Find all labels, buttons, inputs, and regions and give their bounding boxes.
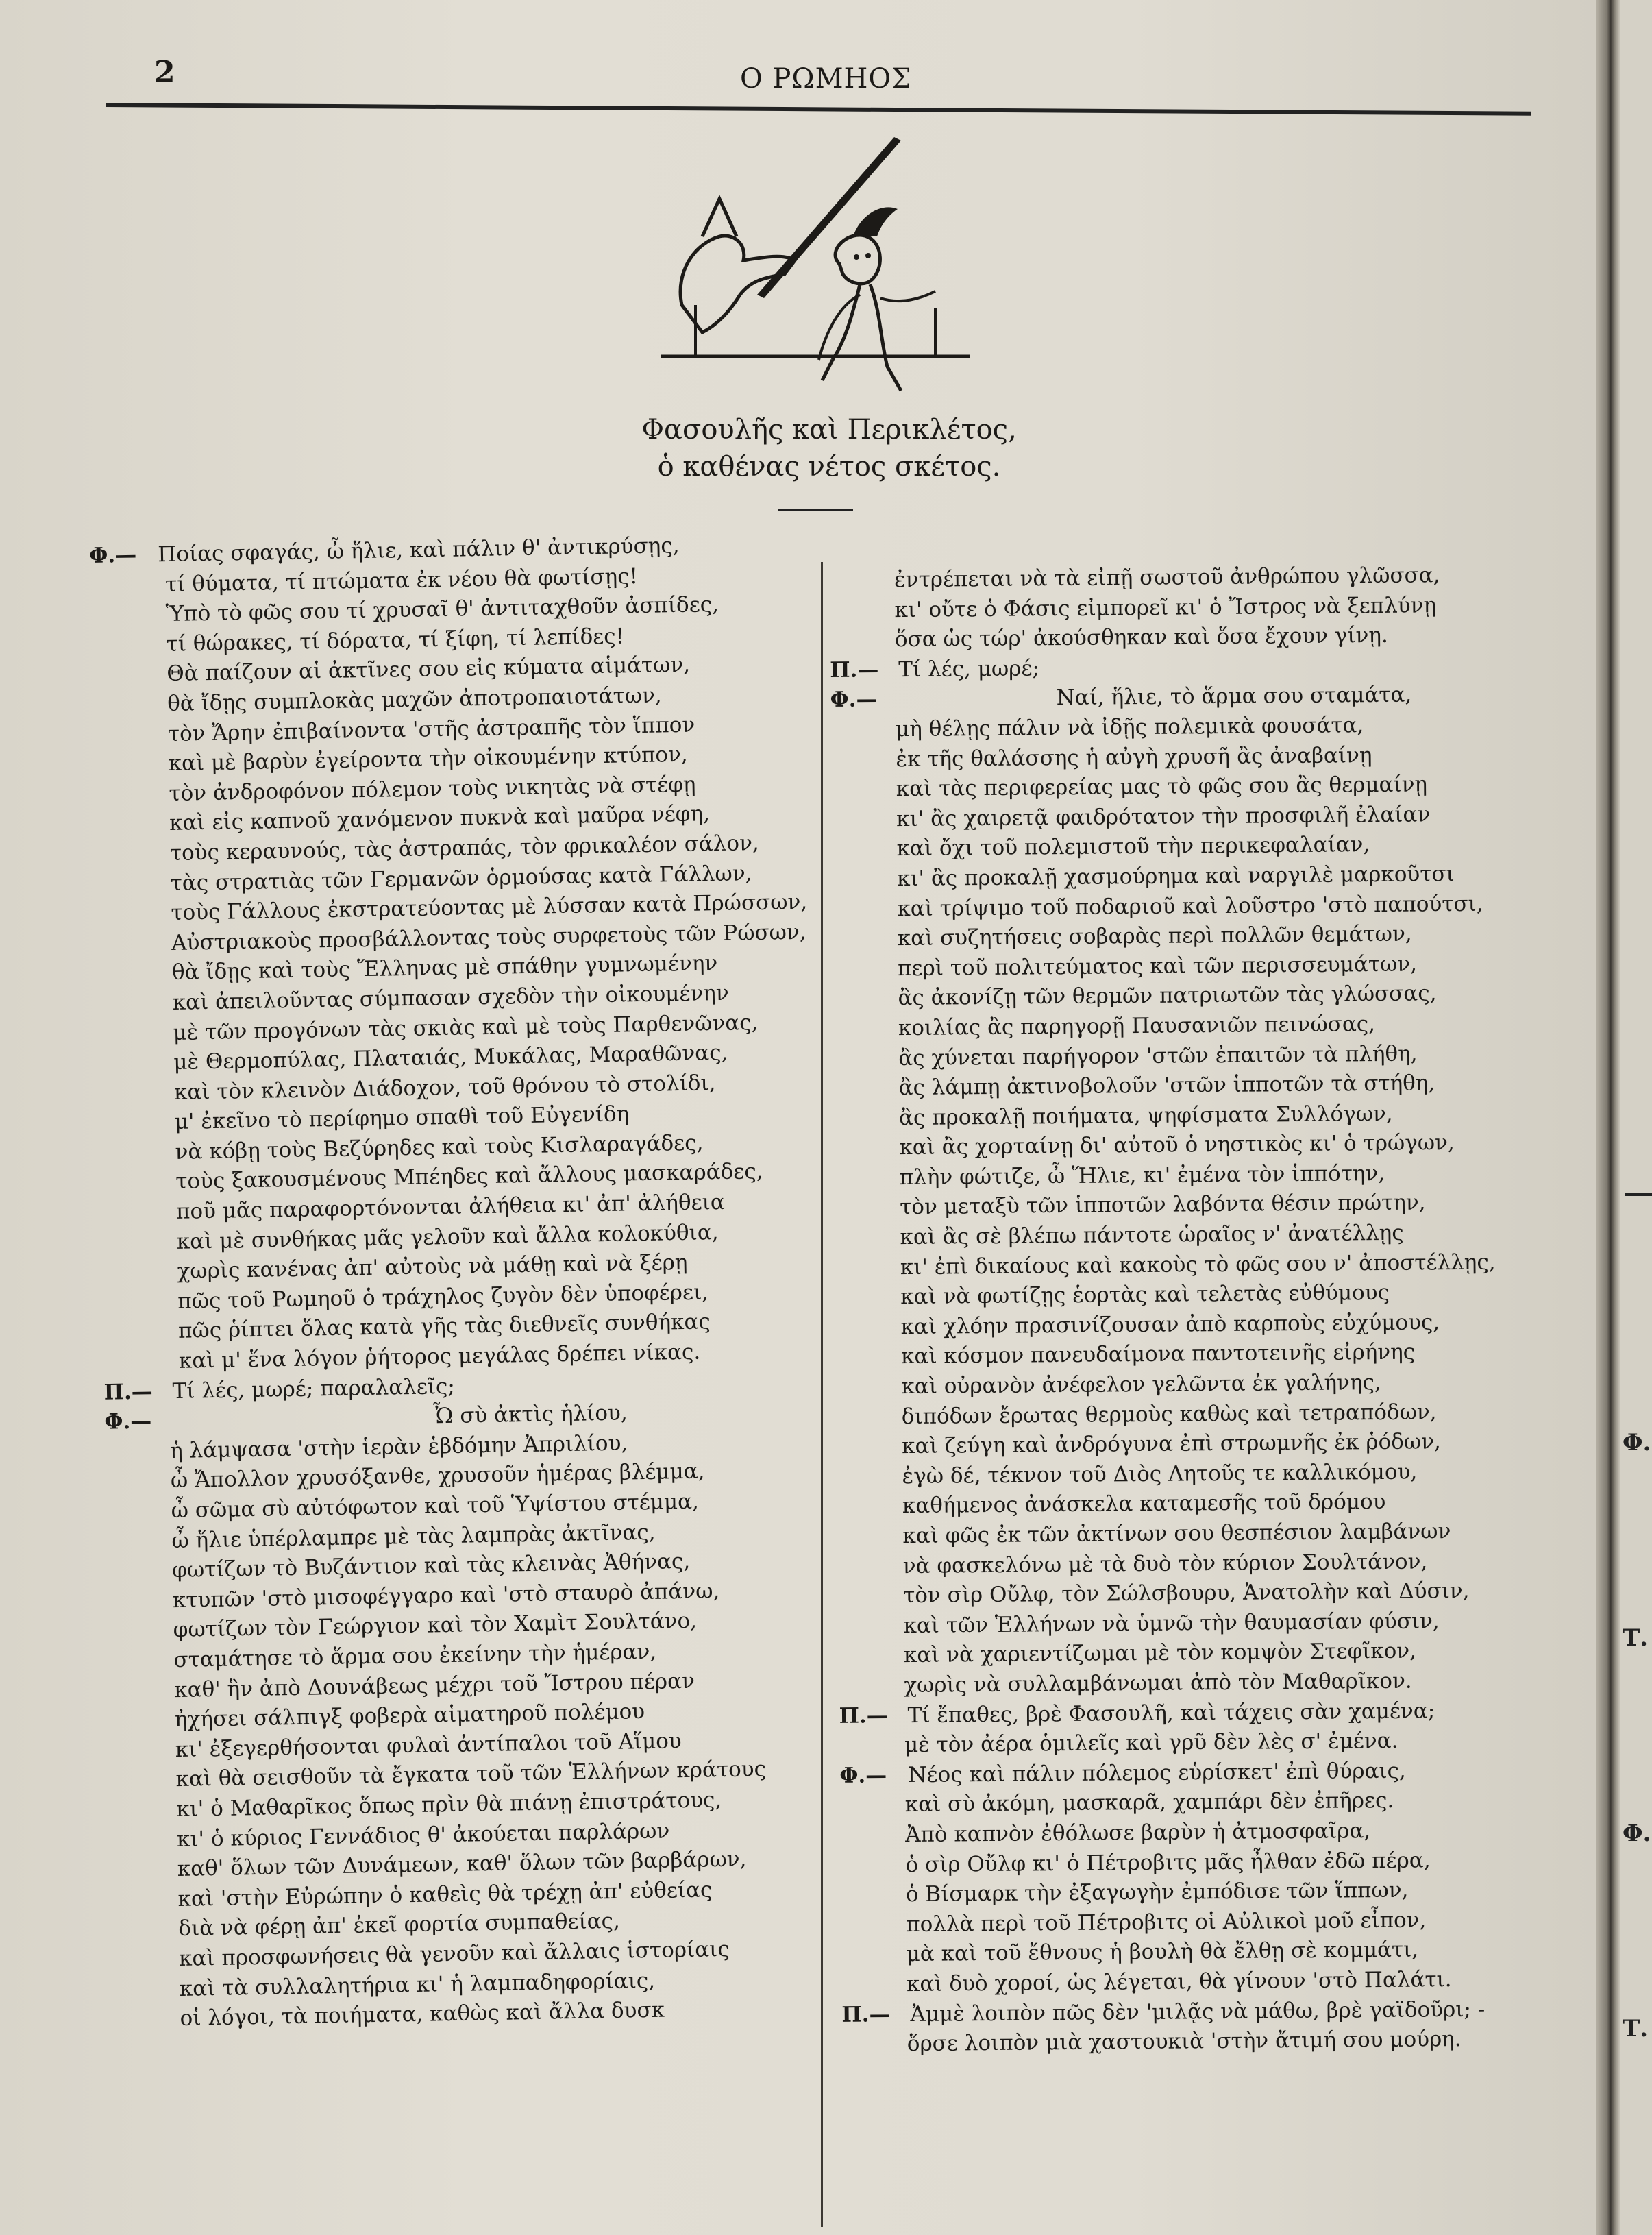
- page-number: 2: [154, 55, 175, 90]
- verse-text: μὰ καὶ τοῦ ἔθνους ἡ βουλὴ θὰ ἔλθῃ σὲ κομμάτι,: [906, 1937, 1419, 1967]
- line-gap: [899, 705, 1057, 706]
- verse-text: μ' ἐκεῖνο τὸ περίφημο σπαθὶ τοῦ Εὐγενίδη: [174, 1101, 630, 1135]
- verse-text: Ποίας σφαγάς, ὦ ἥλιε, καὶ πάλιν θ' ἀντικρύσῃς,: [158, 533, 680, 567]
- verse-text: καὶ ὄχι τοῦ πολεμιστοῦ τὴν περικεφαλαίαν,: [896, 832, 1370, 862]
- edge-letter: Τ.: [1623, 1624, 1649, 1652]
- verse-text: ἂς χύνεται παρήγορον 'στῶν ἐπαιτῶν τὰ πλήθη,: [898, 1041, 1418, 1071]
- verse-text: πῶς τοῦ Ρωμηοῦ ὁ τράχηλος ζυγὸν δὲν ὑποφέρει,: [177, 1280, 709, 1314]
- verse-text: καὶ κόσμον πανευδαίμονα παντοτεινῆς εἰρήνης: [900, 1340, 1416, 1369]
- verse-text: τὸν ἀνδροφόνον πόλεμον τοὺς νικητὰς νὰ στέφῃ: [169, 772, 696, 806]
- verse-text: ἂς ἀκονίζῃ τῶν θερμῶν πατριωτῶν τὰς γλώσσας,: [898, 981, 1437, 1011]
- verse-text: κτυπῶν 'στὸ μισοφέγγαρο καὶ 'στὸ σταυρὸ ἀπάνω,: [172, 1578, 720, 1613]
- verse-text: καὶ τὸν κλεινὸν Διάδοχον, τοῦ θρόνου τὸ στολίδι,: [173, 1070, 716, 1105]
- verse-text: καὶ νὰ φωτίζῃς ἑορτὰς καὶ τελετὰς εὐθύμους: [900, 1280, 1390, 1310]
- verse-text: καὶ 'στὴν Εὐρώπην ὁ καθεὶς θὰ τρέχῃ ἀπ' εὐθείας: [177, 1877, 713, 1912]
- verse-text: πολλὰ περὶ τοῦ Πέτροβιτς οἱ Αὐλικοὶ μοῦ εἶπον,: [906, 1907, 1427, 1937]
- verse-text: καὶ τὰς περιφερείας μας τὸ φῶς σου ἂς θερμαίνῃ: [896, 772, 1428, 802]
- verse-text: καὶ οὐρανὸν ἀνέφελον γελῶντα ἐκ γαλήνης,: [901, 1370, 1381, 1400]
- verse-text: καὶ σὺ ἀκόμη, μασκαρᾶ, χαμπάρι δὲν ἐπῆρες.: [904, 1788, 1394, 1818]
- verse-text: καὶ δυὸ χοροί, ὡς λέγεται, θὰ γίνουν 'στὸ Παλάτι.: [906, 1967, 1452, 1996]
- verse-text: ἠχήσει σάλπιγξ φοβερὰ αἱματηροῦ πολέμου: [174, 1699, 645, 1733]
- verse-text: οἱ λόγοι, τὰ ποιήματα, καθὼς καὶ ἄλλα δυσκ: [180, 1997, 665, 2031]
- caption-line: Φασουλῆς καὶ Περικλέτος,: [641, 414, 1017, 445]
- left-column: [89, 529, 807, 2035]
- verse-text: ἐκ τῆς θαλάσσης ἡ αὐγὴ χρυσῆ ἂς ἀναβαίνῃ: [896, 742, 1372, 772]
- speaker-label: Π.—: [839, 1702, 888, 1729]
- verse-text: καὶ συζητήσεις σοβαρὰς περὶ πολλῶν θεμάτων,: [897, 921, 1412, 951]
- verse-line: [837, 1516, 1536, 1552]
- verse-text: διὰ νὰ φέρῃ ἀπ' ἐκεῖ φορτία συμπαθείας,: [178, 1909, 621, 1942]
- verse-text: ὁ Βίσμαρκ τὴν ἐξαγωγὴν ἐμπόδισε τῶν ἵππων,: [905, 1877, 1409, 1907]
- verse-text: καὶ τῶν Ἑλλήνων νὰ ὑμνῶ τὴν θαυμασίαν φύσιν,: [903, 1609, 1440, 1638]
- speaker-label: Φ.—: [104, 1408, 152, 1435]
- verse-text: Νέος καὶ πάλιν πόλεμος εὑρίσκετ' ἐπὶ θύραις,: [908, 1758, 1406, 1787]
- eye-right: [865, 253, 871, 258]
- caption-line: ὁ καθένας νέτος σκέτος.: [657, 451, 1001, 483]
- verse-text: καὶ εἰς καπνοῦ χανόμενον πυκνὰ καὶ μαῦρα νέφη,: [169, 801, 711, 836]
- verse-text: τὸν μεταξὺ τῶν ἱπποτῶν λαβόντα θέσιν πρώτην,: [900, 1190, 1426, 1220]
- verse-text: τοὺς κεραυνούς, τὰς ἀστραπάς, τὸν φρικαλέον σάλον,: [169, 830, 760, 866]
- verse-text: καὶ νὰ χαριεντίζωμαι μὲ τὸν κομψὸν Στεφῖκον,: [903, 1638, 1417, 1668]
- verse-text: καὶ ἂς σὲ βλέπω πάντοτε ὡραῖος ν' ἀνατέλλῃς: [900, 1220, 1404, 1250]
- verse-text: καθ' ἣν ἀπὸ Δουνάβεως μέχρι τοῦ Ἴστρου πέραν: [173, 1668, 695, 1702]
- verse-text: Τί λές, μωρέ;: [898, 656, 1040, 682]
- verse-text: ἂς λάμπῃ ἀκτινοβολοῦν 'στῶν ἱπποτῶν τὰ στήθη,: [898, 1071, 1435, 1101]
- verse-text: ἡ λάμψασα 'στὴν ἱερὰν ἑβδόμην Ἀπριλίου,: [169, 1430, 628, 1463]
- verse-text: χωρὶς κανένας ἀπ' αὐτοὺς νὰ μάθῃ καὶ νὰ ξέρῃ: [177, 1250, 688, 1284]
- speaker-label: Φ.—: [830, 687, 878, 713]
- eye-left: [854, 254, 859, 260]
- verse-text: ὅρσε λοιπὸν μιὰ χαστουκιὰ 'στὴν ἄτιμή σου μούρη.: [907, 2027, 1462, 2057]
- hat-left: [702, 199, 737, 236]
- verse-text: ὁ σὶρ Οὔλφ κι' ὁ Πέτροβιτς μᾶς ἦλθαν ἐδῶ πέρα,: [905, 1847, 1431, 1877]
- verse-text: καὶ προσφωνήσεις θὰ γενοῦν καὶ ἄλλαις ἱστορίαις: [178, 1936, 730, 1971]
- adjacent-page-rule: [1625, 1193, 1652, 1196]
- speaker-label: Φ.—: [839, 1763, 887, 1788]
- verse-text: ὦ ἥλιε ὑπέρλαμπρε μὲ τὰς λαμπρὰς ἀκτῖνας,: [171, 1519, 656, 1553]
- verse-text: νὰ φασκελόνω μὲ τὰ δυὸ τὸν κύριον Σουλτάνον,: [902, 1549, 1428, 1578]
- verse-text: καὶ φῶς ἐκ τῶν ἀκτίνων σου θεσπέσιον λαμβάνων: [902, 1519, 1451, 1549]
- verse-line: [842, 2024, 1541, 2060]
- verse-text: ὅσα ὡς τώρ' ἀκούσθηκαν καὶ ὅσα ἔχουν γίνῃ.: [894, 623, 1388, 652]
- cartoon-caption: [637, 411, 1021, 485]
- verse-text: ὦ σῶμα σὺ αὐτόφωτον καὶ τοῦ Ὑψίστου στέμμα,: [171, 1489, 700, 1524]
- verse-text: καθήμενος ἀνάσκελα καταμεσῆς τοῦ δρόμου: [902, 1489, 1386, 1519]
- verse-text: Τί ἔπαθες, βρὲ Φασουλῆ, καὶ τάχεις σὰν χαμένα;: [907, 1698, 1435, 1728]
- verse-text: καὶ μὲ συνθήκας μᾶς γελοῦν καὶ ἄλλα κολοκύθια,: [176, 1219, 719, 1254]
- verse-line: [829, 590, 1528, 626]
- verse-text: Ἀμμὲ λοιπὸν πῶς δὲν 'μιλᾷς νὰ μάθω, βρὲ γαϊδοῦρι; -: [910, 1996, 1485, 2027]
- verse-text: ἂς προκαλῇ ποιήματα, ψηφίσματα Συλλόγων,: [898, 1101, 1393, 1130]
- verse-text: καὶ θὰ σεισθοῦν τὰ ἔγκατα τοῦ τῶν Ἑλλήνων κράτους: [175, 1757, 767, 1792]
- right-column: [829, 560, 1541, 2060]
- verse-text: κι' ἂς προκαλῇ χασμούρημα καὶ ναργιλὲ μαρκοῦτσι: [896, 861, 1455, 892]
- verse-text: Αὐστριακοὺς προσβάλλοντας τοὺς συρφετοὺς τῶν Ρώσων,: [171, 919, 806, 955]
- line-gap: [173, 1424, 434, 1428]
- verse-text: κοιλίας ἂς παρηγορῇ Παυσανιῶν πεινώσας,: [898, 1011, 1376, 1041]
- verse-text: καὶ μ' ἕνα λόγον ῥήτορος μεγάλας δρέπει νίκας.: [178, 1339, 701, 1373]
- verse-text: τὸν σὶρ Οὔλφ, τὸν Σώλσβουρυ, Ἀνατολὴν καὶ Δύσιν,: [902, 1578, 1470, 1609]
- verse-text: καὶ τὰ συλλαλητήρια κι' ἡ λαμπαδηφορίαις,: [179, 1968, 656, 2001]
- verse-text: χωρὶς νὰ συλλαμβάνωμαι ἀπὸ τὸν Μαθαρῖκον.: [904, 1668, 1412, 1698]
- verse-line: [832, 889, 1531, 925]
- binding-gutter: [1596, 0, 1620, 2235]
- verse-text: καὶ χλόην πρασινίζουσαν ἀπὸ καρποὺς εὐχύμους,: [900, 1310, 1440, 1339]
- verse-text: κι' ὁ Μαθαρῖκος ὅπως πρὶν θὰ πιάνῃ ἐπιστράτους,: [175, 1787, 722, 1822]
- verse-line: [839, 1696, 1538, 1731]
- verse-text: φωτίζων τὸ Βυζάντιον καὶ τὰς κλεινὰς Ἀθήνας,: [171, 1549, 691, 1583]
- verse-text: μὲ Θερμοπύλας, Πλαταιάς, Μυκάλας, Μαραθῶνας,: [173, 1040, 728, 1075]
- speaker-label: Π.—: [841, 2001, 891, 2027]
- speaker-label: Π.—: [103, 1379, 153, 1405]
- verse-text: ἐντρέπεται νὰ τὰ εἰπῇ σωστοῦ ἀνθρώπου γλῶσσα,: [894, 563, 1440, 593]
- verse-text: τοὺς ξακουσμένους Μπέηδες καὶ ἄλλους μασκαράδες,: [175, 1159, 763, 1195]
- verse-text: καθ' ὅλων τῶν Δυνάμεων, καθ' ὅλων τῶν βαρβάρων,: [177, 1846, 747, 1882]
- verse-text: καὶ ζεύγη καὶ ἀνδρόγυνα ἐπὶ στρωμνῆς ἐκ ῥόδων,: [902, 1429, 1441, 1459]
- column-divider: [821, 562, 823, 2227]
- verse-text: πῶς ῥίπτει ὅλας κατὰ γῆς τὰς διεθνεῖς συνθήκας: [177, 1309, 711, 1344]
- verse-text: ἐγὼ δέ, τέκνον τοῦ Διὸς Λητοῦς τε καλλικόμου,: [902, 1459, 1418, 1489]
- figure-left: [680, 236, 795, 332]
- verse-text: νὰ κόβῃ τοὺς Βεζύρηδες καὶ τοὺς Κισλαραγάδες,: [175, 1130, 704, 1164]
- verse-text: καὶ ἂς χορταίνῃ δι' αὐτοῦ ὁ νηστικὸς κι' ὁ τρώγων,: [899, 1130, 1455, 1160]
- verse-text: διπόδων ἔρωτας θερμοὺς καθὼς καὶ τετραπόδων,: [901, 1399, 1437, 1429]
- verse-line: [833, 1068, 1532, 1103]
- speaker-label: Π.—: [830, 657, 879, 683]
- verse-text: ὦ Ἄπολλον χρυσόξανθε, χρυσοῦν ἡμέρας βλέμμα,: [170, 1458, 705, 1493]
- verse-text: σταμάτησε τὸ ἅρμα σου ἐκείνην τὴν ἡμέραν,: [173, 1639, 657, 1673]
- verse-text: τὰς στρατιὰς τῶν Γερμανῶν ὁρμούσας κατὰ Γάλλων,: [170, 860, 752, 896]
- verse-line: [837, 1426, 1536, 1462]
- verse-text: μὲ τὸν ἀέρα ὁμιλεῖς καὶ γρῦ δὲν λὲς σ' ἐμένα.: [904, 1728, 1398, 1758]
- verse-text: μὲ τῶν προγόνων τὰς σκιὰς καὶ μὲ τοὺς Παρθενῶνας,: [173, 1010, 759, 1045]
- verse-text: τί θώρακες, τί δόρατα, τί ξίφη, τί λεπίδες!: [166, 624, 625, 657]
- edge-letter: Τ.: [1623, 2015, 1649, 2042]
- verse-text: κι' ὁ κύριος Γεννάδιος θ' ἀκούεται παρλάρων: [176, 1818, 670, 1852]
- ledge-support: [695, 305, 935, 356]
- verse-text: θὰ ἴδῃς καὶ τοὺς Ἕλληνας μὲ σπάθην γυμνωμένην: [171, 951, 718, 986]
- verse-text: τί θύματα, τί πτώματα ἐκ νέου θὰ φωτίσῃς!: [164, 563, 639, 597]
- newspaper-title: Ο ΡΩΜΗΟΣ: [740, 63, 912, 95]
- verse-text: φωτίζων τὸν Γεώργιον καὶ τὸν Χαμὶτ Σουλτάνο,: [173, 1609, 698, 1643]
- verse-text: ποῦ μᾶς παραφορτόνονται ἀλήθεια κι' ἀπ' ἀλήθεια: [175, 1190, 726, 1224]
- figure-right-hair: [853, 207, 898, 236]
- verse-text: μὴ θέλῃς πάλιν νὰ ἰδῇς πολεμικὰ φουσάτα,: [895, 713, 1364, 742]
- edge-letter: Φ.: [1623, 1820, 1651, 1847]
- speaker-label: Φ.—: [89, 542, 137, 568]
- verse-text: θὰ ἴδῃς συμπλοκὰς μαχῶν ἀποτροπαιοτάτων,: [167, 683, 662, 717]
- caption-rule: [778, 509, 853, 511]
- verse-text: περὶ τοῦ πολιτεύματος καὶ τῶν περισσευμάτων,: [897, 951, 1418, 981]
- verse-text: Ναί, ἥλιε, τὸ ἅρμα σου σταμάτα,: [1056, 682, 1412, 711]
- verse-text: κι' οὔτε ὁ Φάσις εἰμπορεῖ κι' ὁ Ἴστρος νὰ ξεπλύνῃ: [894, 592, 1437, 622]
- edge-letter: Φ.: [1623, 1429, 1651, 1456]
- verse-text: Θὰ παίζουν αἱ ἀκτῖνες σου εἰς κύματα αἱμάτων,: [167, 652, 691, 687]
- verse-text: Τί λές, μωρέ; παραλαλεῖς;: [172, 1373, 456, 1404]
- verse-line: [834, 1127, 1533, 1163]
- verse-text: κι' ἂς χαιρετᾷ φαιδρότατον τὴν προσφιλῆ ἐλαίαν: [896, 802, 1431, 831]
- verse-text: τὸν Ἄρην ἐπιβαίνοντα 'στῆς ἀστραπῆς τὸν ἵππον: [167, 712, 695, 746]
- verse-text: Ὦ σὺ ἀκτὶς ἡλίου,: [433, 1400, 628, 1429]
- verse-text: κι' ἐπὶ δικαίους καὶ κακοὺς τὸ φῶς σου ν' ἀποστέλλῃς,: [900, 1249, 1496, 1280]
- verse-text: Ὑπὸ τὸ φῶς σου τί χρυσαῖ θ' ἀντιταχθοῦν ἀσπίδες,: [165, 592, 719, 627]
- adjacent-page-edge: [1620, 0, 1652, 2235]
- verse-text: καὶ τρίψιμο τοῦ ποδαριοῦ καὶ λοῦστρο 'στὸ παπούτσι,: [897, 891, 1483, 921]
- cartoon-illustration: [654, 134, 976, 408]
- verse-text: πλὴν φώτιζε, ὦ Ἥλιε, κι' ἐμένα τὸν ἱππότην,: [899, 1160, 1385, 1190]
- verse-text: Ἀπὸ καπνὸν ἐθόλωσε βαρὺν ἡ ἀτμοσφαῖρα,: [905, 1818, 1371, 1848]
- verse-line: [835, 1247, 1534, 1283]
- verse-text: καὶ ἀπειλοῦντας σύμπασαν σχεδὸν τὴν οἰκουμένην: [172, 980, 729, 1015]
- verse-text: καὶ μὲ βαρὺν ἐγείροντα τὴν οἰκουμένην κτύπον,: [168, 742, 689, 777]
- verse-text: τοὺς Γάλλους ἐκστρατεύοντας μὲ λύσσαν κατὰ Πρώσσων,: [171, 889, 808, 926]
- verse-line: [833, 978, 1531, 1014]
- verse-text: κι' ἐξεγερθήσονται φυλαὶ ἀντίπαλοι τοῦ Αἵμου: [175, 1728, 682, 1762]
